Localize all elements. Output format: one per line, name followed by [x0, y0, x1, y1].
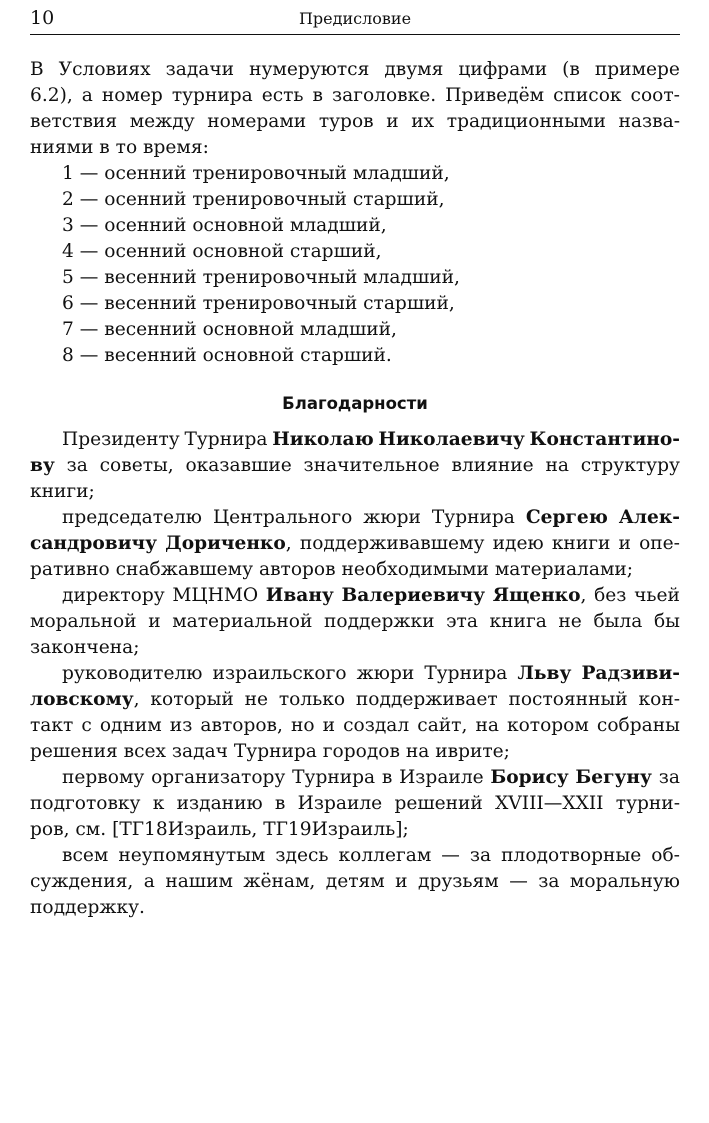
intro-line: 6.2), а номер турнира есть в заголовке. Приведём список соот- — [30, 85, 680, 106]
paragraph-line: подготовку к изданию в Израиле решений XVIII—XXII турни- — [30, 793, 680, 814]
paragraph-line: поддержку. — [30, 897, 145, 918]
page-body — [30, 57, 680, 921]
paragraph-line: руководителю израильского жюри Турнира Льву Радзиви- — [62, 663, 680, 684]
list-item: 4 — осенний основной старший, — [62, 241, 382, 262]
paragraph-line: ров, см. [ТГ18Израиль, ТГ19Израиль]; — [30, 819, 409, 840]
intro-line: ветствия между номерами туров и их традиционными назва- — [30, 111, 680, 132]
paragraph-line: решения всех задач Турнира городов на иврите; — [30, 741, 510, 762]
paragraph-line: суждения, а нашим жёнам, детям и друзьям — за моральную — [30, 871, 680, 892]
paragraph-line: Президенту Турнира Николаю Николаевичу Константино- — [62, 429, 680, 450]
intro-line: В Условиях задачи нумеруются двумя цифрами (в примере — [30, 59, 680, 80]
list-item: 5 — весенний тренировочный младший, — [62, 267, 460, 288]
paragraph-line: директору МЦНМО Ивану Валериевичу Ященко, без чьей — [62, 585, 680, 606]
book-page — [30, 0, 680, 921]
section-title: Благодарности — [282, 394, 428, 413]
paragraph-line: первому организатору Турнира в Израиле Борису Бегуну за — [62, 767, 680, 788]
paragraph-line: ловскому, который не только поддерживает постоянный кон- — [30, 689, 680, 710]
intro-line: ниями в то время: — [30, 137, 209, 158]
list-item: 8 — весенний основной старший. — [62, 345, 392, 366]
paragraph-line: ву за советы, оказавшие значительное влияние на структуру — [30, 455, 680, 476]
list-item: 2 — осенний тренировочный старший, — [62, 189, 445, 210]
list-item: 1 — осенний тренировочный младший, — [62, 163, 450, 184]
running-title: Предисловие — [298, 9, 412, 28]
tour-list — [30, 161, 680, 369]
paragraph-line: ративно снабжавшему авторов необходимыми материалами; — [30, 559, 634, 580]
paragraph-line: книги; — [30, 481, 95, 502]
paragraph-line: моральной и материальной поддержки эта книга не была бы — [30, 611, 680, 632]
paragraph-line: закончена; — [30, 637, 140, 658]
paragraph-line: такт с одним из авторов, но и создал сайт, на котором собраны — [30, 715, 680, 736]
list-item: 7 — весенний основной младший, — [62, 319, 397, 340]
paragraph-line: всем неупомянутым здесь коллегам — за плодотворные об- — [62, 845, 680, 866]
paragraph-line: сандровичу Дориченко, поддерживавшему идею книги и опе- — [30, 533, 680, 554]
paragraph-line: председателю Центрального жюри Турнира Сергею Алек- — [62, 507, 680, 528]
list-item: 3 — осенний основной младший, — [62, 215, 387, 236]
list-item: 6 — весенний тренировочный старший, — [62, 293, 455, 314]
page-header — [30, 0, 680, 35]
page-number: 10 — [30, 7, 55, 29]
